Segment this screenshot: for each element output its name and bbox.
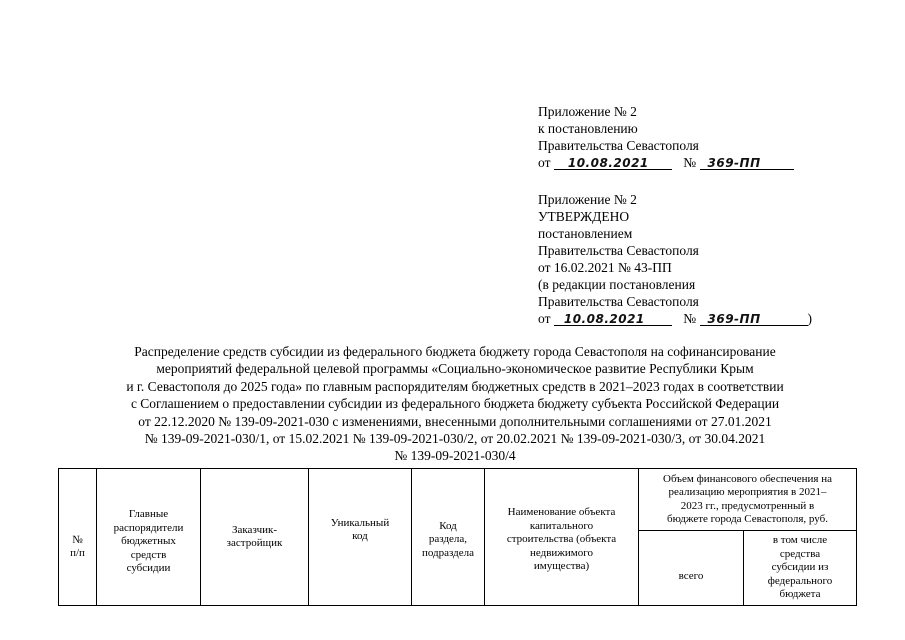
heading-line: от 22.12.2020 № 139-09-2021-030 с изменениями, внесенными дополнительными соглашениями от 27.01.2021 xyxy=(138,413,772,429)
handwritten-revision-date: 10.08.2021 xyxy=(563,312,645,326)
header-budget-managers: Главные распорядители бюджетных средств субсидии xyxy=(97,469,201,606)
header-object-name: Наименование объекта капитального строительства (объекта недвижимого имущества) xyxy=(485,469,639,606)
approved-issuer: Правительства Севастополя xyxy=(538,243,699,258)
heading-line: мероприятий федеральной целевой программы «Социально-экономическое развитие Республики Крым xyxy=(156,361,754,377)
handwritten-number: 369-ПП xyxy=(707,156,761,170)
document-heading xyxy=(60,343,850,465)
header-funding-volume: Объем финансового обеспечения на реализацию мероприятия в 2021– 2023 гг., предусмотренный в бюджете города Севастополя, руб. xyxy=(639,469,857,531)
appendix-block-2 xyxy=(538,191,812,327)
number-field xyxy=(700,154,794,170)
distribution-table xyxy=(58,468,857,606)
heading-line: № 139-09-2021-030/1, от 15.02.2021 № 139-09-2021-030/2, от 20.02.2021 № 139-09-2021-030/3, от 30.04.2021 xyxy=(144,431,766,447)
revision-date-line xyxy=(538,310,812,327)
approved-date: от 16.02.2021 № 43-ПП xyxy=(538,260,672,275)
appendix-subtitle: к постановлению xyxy=(538,121,638,136)
revision-number-label: № xyxy=(683,311,697,326)
revision-number-field xyxy=(700,310,808,326)
header-federal-subsidy: в том числе средства субсидии из федерального бюджета xyxy=(744,531,857,606)
revision-note: (в редакции постановления xyxy=(538,277,696,292)
handwritten-date: 10.08.2021 xyxy=(567,156,649,170)
heading-line: с Соглашением о предоставлении субсидии из федерального бюджета бюджету субъекта Российской Федерации xyxy=(130,396,780,412)
heading-line: Распределение средств субсидии из федерального бюджета бюджету города Севастополя на софинансирование xyxy=(134,344,776,359)
approved-by: постановлением xyxy=(538,226,633,241)
revision-date-label: от xyxy=(538,311,551,326)
handwritten-revision-number: 369-ПП xyxy=(707,312,761,326)
appendix-block-1 xyxy=(538,103,794,171)
date-field xyxy=(554,154,672,170)
revision-issuer: Правительства Севастополя xyxy=(538,294,699,309)
appendix-title: Приложение № 2 xyxy=(538,104,637,119)
appendix-date-line xyxy=(538,154,794,171)
date-label: от xyxy=(538,155,551,170)
header-section-code: Код раздела, подраздела xyxy=(412,469,485,606)
revision-date-field xyxy=(554,310,672,326)
header-row-number: № п/п xyxy=(59,469,97,606)
appendix-issuer: Правительства Севастополя xyxy=(538,138,699,153)
heading-line: и г. Севастополя до 2025 года» по главным распорядителям бюджетных средств в 2021–2023 годах в соответствии xyxy=(126,378,784,394)
number-label: № xyxy=(683,155,697,170)
header-unique-code: Уникальный код xyxy=(309,469,412,606)
approved-label: УТВЕРЖДЕНО xyxy=(538,209,630,224)
heading-line: № 139-09-2021-030/4 xyxy=(394,448,516,464)
appendix-title-2: Приложение № 2 xyxy=(538,192,637,207)
header-total: всего xyxy=(639,531,744,606)
closing-paren: ) xyxy=(807,311,812,326)
header-customer-developer: Заказчик- застройщик xyxy=(201,469,309,606)
